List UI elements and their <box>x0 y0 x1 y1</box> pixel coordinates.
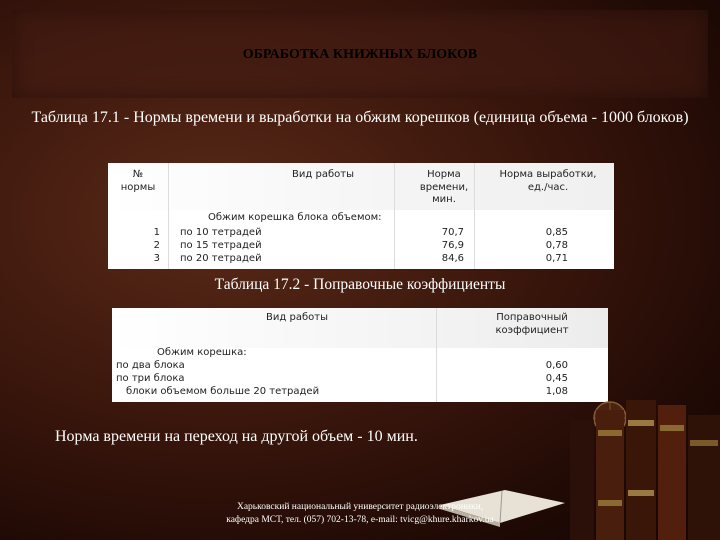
table2-caption: Таблица 17.2 - Поправочные коэффициенты <box>214 276 506 293</box>
row-work-type: по 10 тетрадей <box>180 227 262 238</box>
row-work-type: по 20 тетрадей <box>180 253 262 264</box>
row-work-type: по два блока <box>116 360 185 371</box>
header-coef-line1: Поправочный <box>496 312 568 323</box>
coefficients-table-header <box>112 308 608 348</box>
header-num <box>113 169 163 194</box>
header-output-norm <box>486 169 610 194</box>
header-coef-line2: коэффициент <box>495 324 569 336</box>
title-band <box>12 10 708 98</box>
table1-caption: Таблица 17.1 - Нормы времени и выработки на обжим корешков (единица объема - 1000 блоков) <box>31 109 689 126</box>
footer-line1: Харьковский национальный университет радиоэлектроники, <box>236 502 484 512</box>
row-output-norm: 0,85 <box>545 227 568 238</box>
header-coefficient <box>482 312 582 337</box>
row-time-norm: 70,7 <box>441 227 464 238</box>
row-output-norm: 0,78 <box>545 240 568 251</box>
transition-note: Норма времени на переход на другой объем - 10 мин. <box>55 428 418 445</box>
row-num: 1 <box>153 227 160 238</box>
row-time-norm: 84,6 <box>441 253 464 264</box>
footer-line2: кафедра МСТ, тел. (057) 702-13-78, e-mail: tvicg@khure.kharkov.ua <box>226 515 494 525</box>
table-row <box>108 240 614 253</box>
coefficients-table <box>112 308 608 402</box>
table-row <box>108 253 614 266</box>
group-label: Обжим корешка блока объемом: <box>208 212 382 223</box>
row-work-type: по 15 тетрадей <box>180 240 262 251</box>
row-output-norm: 0,71 <box>545 253 568 264</box>
header-num-line2: нормы <box>120 181 156 193</box>
header-work-type: Вид работы <box>266 312 328 323</box>
row-time-norm: 76,9 <box>441 240 464 251</box>
norms-table-body <box>108 210 614 269</box>
row-coefficient: 0,45 <box>545 373 568 384</box>
header-time-norm <box>404 169 484 207</box>
column-divider <box>436 308 437 402</box>
header-norm-line3: мин. <box>432 194 456 205</box>
header-num-line1: № <box>132 169 144 180</box>
books-decoration-icon <box>560 390 720 540</box>
norms-table-header <box>108 163 614 210</box>
footer <box>150 501 570 527</box>
row-work-type: по три блока <box>116 373 185 384</box>
header-norm-line1: Норма <box>427 169 461 180</box>
norms-table <box>108 163 614 269</box>
group-label: Обжим корешка: <box>157 347 247 358</box>
row-coefficient: 1,08 <box>545 386 568 397</box>
table-row <box>108 227 614 240</box>
row-num: 3 <box>153 253 160 264</box>
group-label-row <box>108 212 614 225</box>
row-coefficient: 0,60 <box>545 360 568 371</box>
slide-title: ОБРАБОТКА КНИЖНЫХ БЛОКОВ <box>242 47 478 62</box>
row-work-type: блоки объемом больше 20 тетрадей <box>126 386 320 397</box>
header-output-line1: Норма выработки, <box>499 169 597 180</box>
header-output-line2: ед./час. <box>527 181 569 193</box>
header-work-type: Вид работы <box>292 169 354 180</box>
row-num: 2 <box>153 240 160 251</box>
header-norm-line2: времени, <box>419 181 469 193</box>
